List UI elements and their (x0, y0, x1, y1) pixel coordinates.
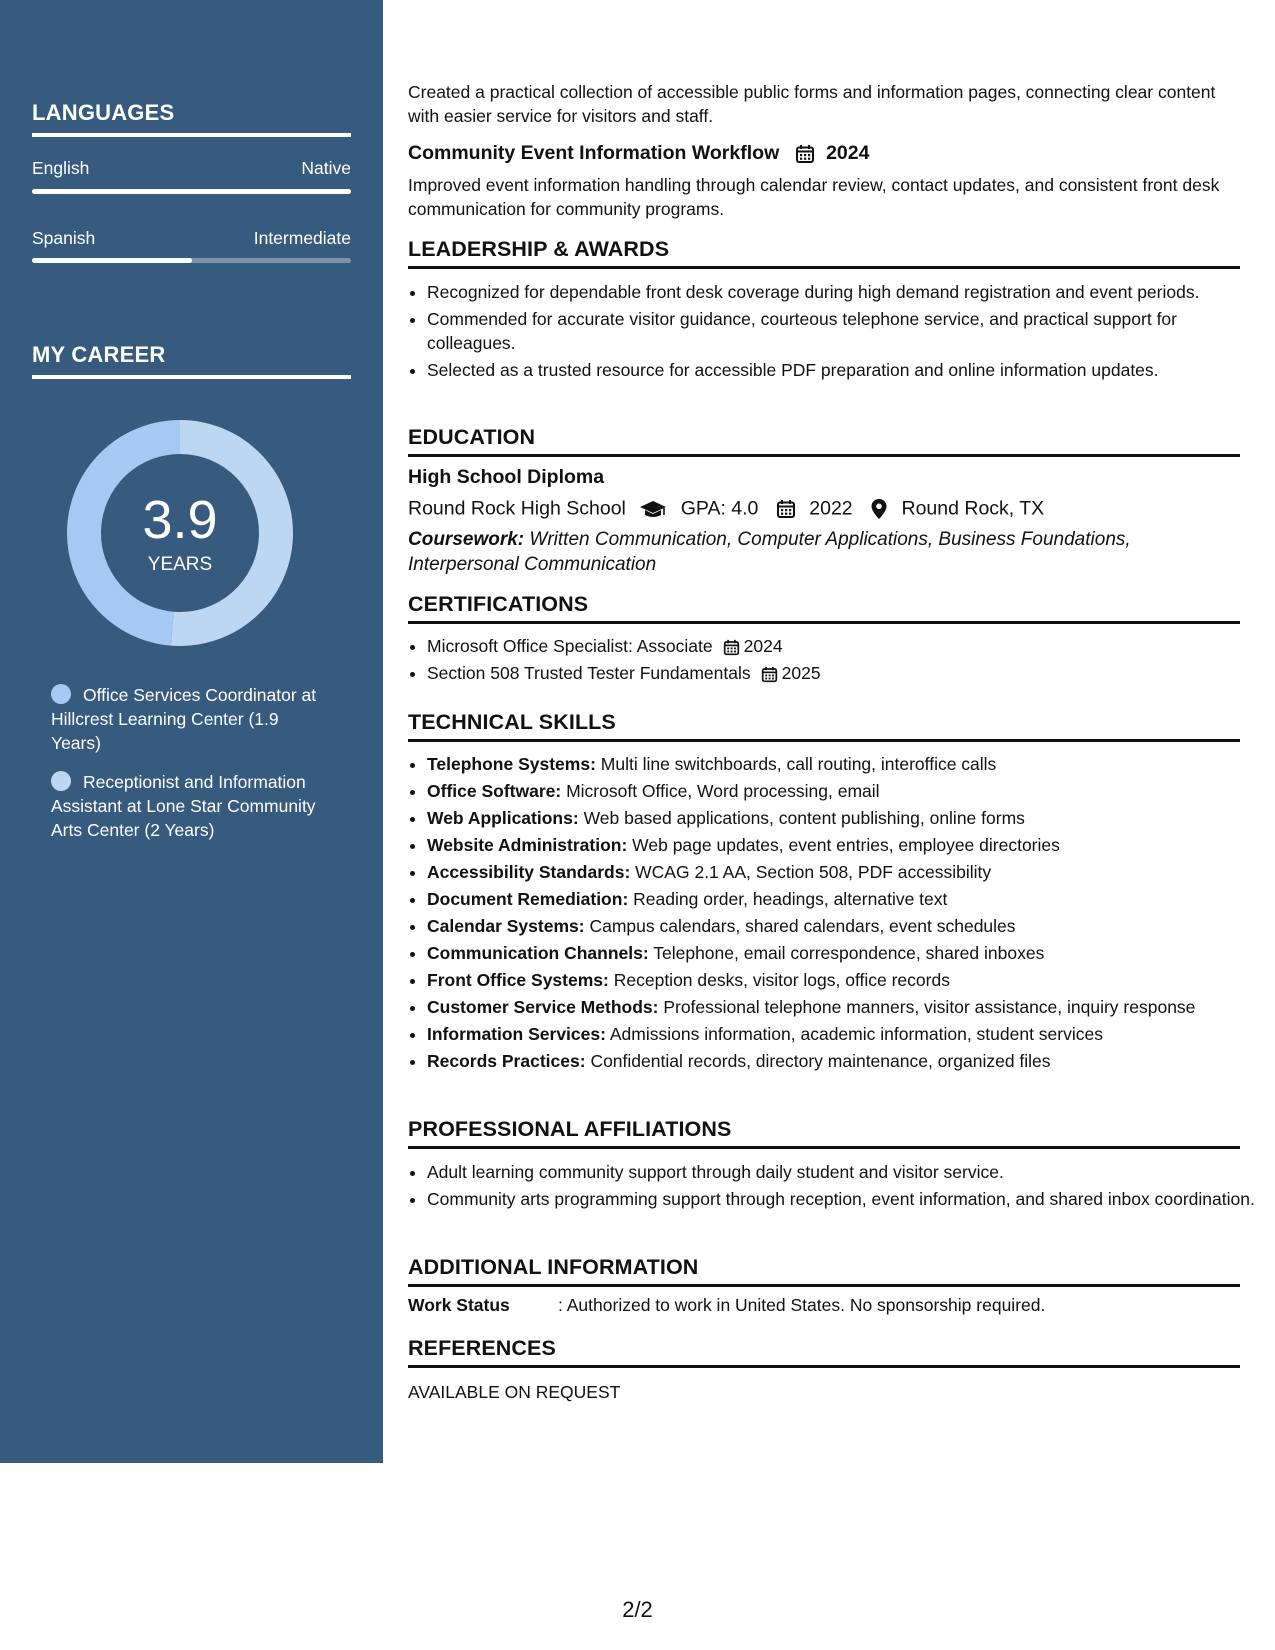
location-pin-icon (870, 498, 888, 520)
skill-label: Calendar Systems: (427, 916, 585, 936)
work-status-label: Work Status (408, 1295, 510, 1315)
leadership-list (408, 280, 1259, 385)
project-title-row (408, 142, 869, 165)
career-total-value: 3.9 (142, 490, 218, 550)
page-number: 2/2 (622, 1597, 653, 1622)
affiliations-heading: PROFESSIONAL AFFILIATIONS (408, 1117, 1240, 1149)
skill-value: Telephone, email correspondence, shared inboxes (653, 943, 1045, 963)
skill-value: Reception desks, visitor logs, office records (613, 970, 950, 990)
skill-value: Confidential records, directory maintenance, organized files (590, 1051, 1051, 1071)
skill-label: Records Practices: (427, 1051, 586, 1071)
certification-year: 2024 (743, 636, 783, 656)
skill-value: Campus calendars, shared calendars, event schedules (589, 916, 1016, 936)
skill-value: Reading order, headings, alternative text (633, 889, 948, 909)
career-legend-label: Receptionist and Information Assistant at Lone Star Community Arts Center (2 Years) (51, 772, 316, 840)
leadership-item: • Selected as a trusted resource for accessible PDF preparation and online information updates. (427, 358, 1259, 382)
skill-value: Web based applications, content publishing, online forms (583, 808, 1025, 828)
skill-label: Telephone Systems: (427, 754, 596, 774)
skill-item (427, 779, 1259, 803)
certifications-list (408, 634, 1259, 688)
language-bar-spanish (32, 258, 351, 263)
education-year: 2022 (809, 497, 853, 520)
certification-name: Microsoft Office Specialist: Associate (427, 636, 713, 656)
education-coursework (408, 527, 1208, 577)
skill-item (427, 833, 1259, 857)
calendar-icon (723, 639, 740, 656)
skill-item (427, 914, 1259, 938)
skill-item (427, 1022, 1259, 1046)
skill-value: Professional telephone manners, visitor assistance, inquiry response (663, 997, 1196, 1017)
skill-value: Microsoft Office, Word processing, email (566, 781, 880, 801)
project-year: 2024 (826, 142, 870, 164)
skills-heading: TECHNICAL SKILLS (408, 710, 1240, 742)
project-description: Improved event information handling through calendar review, contact updates, and consistent front desk communication for community programs. (408, 175, 1220, 219)
skills-list (408, 752, 1259, 1076)
leadership-heading: LEADERSHIP & AWARDS (408, 237, 1240, 269)
education-details (408, 497, 1044, 520)
references-text: AVAILABLE ON REQUEST (408, 1382, 621, 1402)
skill-label: Front Office Systems: (427, 970, 609, 990)
education-location: Round Rock, TX (901, 497, 1045, 520)
skill-item (427, 887, 1259, 911)
education-heading: EDUCATION (408, 425, 1240, 457)
skill-value: Multi line switchboards, call routing, interoffice calls (600, 754, 997, 774)
language-name: English (32, 158, 90, 178)
career-legend-label: Office Services Coordinator at Hillcrest Learning Center (1.9 Years) (51, 685, 317, 753)
skill-label: Web Applications: (427, 808, 579, 828)
skill-label: Communication Channels: (427, 943, 649, 963)
skill-label: Document Remediation: (427, 889, 629, 909)
project-intro: Created a practical collection of accessible public forms and information pages, connecting clear content with easier service for visitors and staff. (408, 82, 1216, 126)
language-name: Spanish (32, 228, 96, 248)
language-level: Native (301, 158, 351, 178)
skill-value: Admissions information, academic information, student services (609, 1024, 1103, 1044)
graduation-cap-icon (639, 499, 667, 519)
certifications-heading: CERTIFICATIONS (408, 592, 1240, 624)
skill-label: Accessibility Standards: (427, 862, 631, 882)
career-legend-item (51, 683, 321, 755)
certification-item (427, 661, 1259, 685)
certification-name: Section 508 Trusted Tester Fundamentals (427, 663, 751, 683)
references-heading: REFERENCES (408, 1336, 1240, 1368)
skill-value: Web page updates, event entries, employee directories (632, 835, 1060, 855)
skill-item (427, 752, 1259, 776)
career-total (67, 420, 293, 646)
career-total-unit: YEARS (147, 554, 213, 575)
legend-dot (51, 771, 71, 791)
legend-dot (51, 684, 71, 704)
career-heading: MY CAREER (32, 342, 351, 379)
leadership-item: • Recognized for dependable front desk coverage during high demand registration and event periods. (427, 280, 1259, 304)
sidebar (0, 0, 383, 1463)
education-gpa: GPA: 4.0 (680, 497, 759, 520)
skill-label: Information Services: (427, 1024, 606, 1044)
calendar-icon (776, 499, 796, 519)
certification-item (427, 634, 1259, 658)
coursework-list: Written Communication, Computer Applications, Business Foundations, Interpersonal Communication (408, 529, 1131, 575)
coursework-label: Coursework: (408, 529, 525, 550)
skill-item (427, 860, 1259, 884)
skill-label: Website Administration: (427, 835, 628, 855)
skill-value: WCAG 2.1 AA, Section 508, PDF accessibility (635, 862, 992, 882)
education-school: Round Rock High School (408, 497, 626, 520)
skill-label: Customer Service Methods: (427, 997, 659, 1017)
language-level: Intermediate (253, 228, 351, 248)
affiliations-list (408, 1160, 1259, 1214)
languages-heading: LANGUAGES (32, 100, 351, 137)
skill-item (427, 806, 1259, 830)
affiliation-item: • Community arts programming support through reception, event information, and shared inbox coordination. (427, 1187, 1259, 1211)
additional-heading: ADDITIONAL INFORMATION (408, 1255, 1240, 1287)
language-bar-english (32, 189, 351, 194)
calendar-icon (761, 666, 778, 683)
certification-year: 2025 (781, 663, 821, 683)
project-title: Community Event Information Workflow (408, 142, 780, 164)
education-degree: High School Diploma (408, 466, 605, 488)
skill-item (427, 1049, 1259, 1073)
affiliation-item: • Adult learning community support through daily student and visitor service. (427, 1160, 1259, 1184)
calendar-icon (795, 144, 815, 164)
skill-label: Office Software: (427, 781, 562, 801)
skill-item (427, 941, 1259, 965)
skill-item (427, 968, 1259, 992)
work-status-value: : Authorized to work in United States. No sponsorship required. (558, 1295, 1046, 1315)
career-legend-item (51, 770, 321, 842)
leadership-item: • Commended for accurate visitor guidance, courteous telephone service, and practical support for colleagues. (427, 307, 1259, 355)
skill-item (427, 995, 1259, 1019)
language-bar-fill (32, 258, 192, 263)
language-bar-fill (32, 189, 351, 194)
